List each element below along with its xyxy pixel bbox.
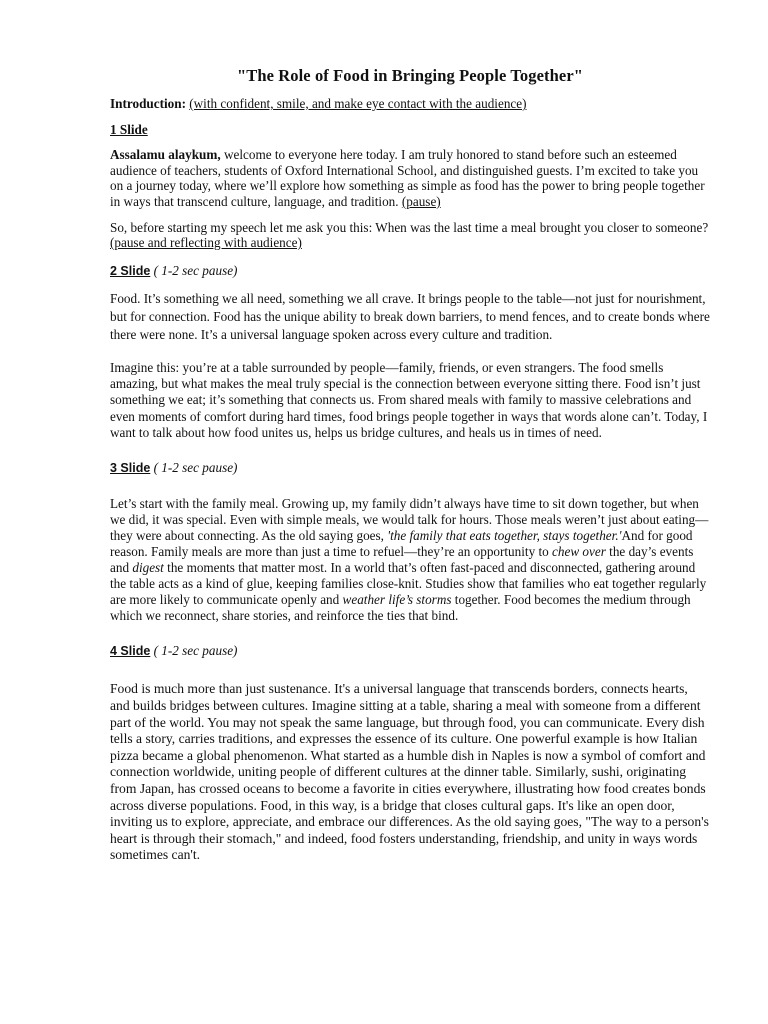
family-quote: 'the family that eats together, stays together.': [387, 527, 622, 543]
slide-1-label: 1 Slide: [110, 121, 148, 137]
paragraph-family-meal: [110, 496, 710, 624]
paragraph-welcome: [110, 147, 710, 209]
slide-3-pause: ( 1-2 sec pause): [150, 460, 238, 476]
family-text-3: the day’s events and: [110, 543, 694, 575]
family-text-2: And for good reason. Family meals are more than just a time to refuel—they’re an opportunity to: [110, 527, 693, 559]
slide-1-heading: [110, 122, 710, 138]
reflect-note: (pause and reflecting with audience): [110, 235, 302, 251]
welcome-text: welcome to everyone here today. I am truly honored to stand before such an esteemed audience of teachers, students of Oxford International School, and distinguished guests. I’m excited to take you on a journey today, where we’ll explore how something as simple as food has the power to bring people together in ways that transcend culture, language, and tradition.: [110, 147, 705, 209]
question-text: So, before starting my speech let me ask you this: When was the last time a meal brought you closer to someone?: [110, 219, 709, 235]
weather-storms: weather life’s storms: [342, 591, 452, 607]
pause-note: (pause): [401, 193, 441, 209]
slide-3-heading: [110, 460, 710, 477]
introduction-label: Introduction:: [110, 96, 186, 111]
introduction-note: (with confident, smile, and make eye contact with the audience): [189, 96, 527, 111]
digest: digest: [132, 559, 164, 575]
paragraph-imagine: Imagine this: you’re at a table surrounded by people—family, friends, or even strangers. The food smells amazing, but what makes the meal truly special is the connection between everyone sitting there. Food isn’t just something we eat; it’s something that connects us. From shared meals with family to massive celebrations and even moments of comfort during hard times, food brings people together in ways that words alone can’t. Today, I want to talk about how food unites us, helps us bridge cultures, and heals us in times of need.: [110, 359, 708, 440]
document-title: "The Role of Food in Bringing People Together": [236, 66, 584, 85]
slide-4-pause: ( 1-2 sec pause): [150, 642, 238, 658]
slide-2-heading: [110, 263, 710, 280]
slide-2-pause: ( 1-2 sec pause): [150, 262, 238, 278]
slide-4-label: 4 Slide: [110, 643, 151, 658]
family-text-5: together. Food becomes the medium through which we reconnect, share stories, and reinforce the ties that bind.: [110, 591, 691, 623]
family-text-4: the moments that matter most. In a world that’s often fast-paced and disconnected, gathering around the table acts as a kind of glue, keeping families close-knit. Studies show that families who eat together regularly are more likely to communicate openly and: [110, 559, 707, 607]
paragraph-food-need: Food. It’s something we all need, something we all crave. It brings people to the table—not just for nourishment, but for connection. Food has the unique ability to break down barriers, to mend fences, and to create bonds where there were none. It’s a universal language spoken across every culture and tradition.: [110, 291, 710, 342]
family-text-1: Let’s start with the family meal. Growing up, my family didn’t always have time to sit down together, but when we did, it was special. Even with simple meals, we would talk for hours. Those meals weren’t just about eating—they were about connecting. As the old saying goes,: [110, 495, 709, 543]
document-page: [110, 66, 710, 864]
chew-over: chew over: [552, 543, 606, 559]
greeting: Assalamu alaykum,: [110, 147, 221, 163]
slide-4-heading: [110, 643, 710, 660]
slide-3-label: 3 Slide: [110, 461, 151, 476]
introduction-line: [110, 96, 710, 112]
paragraph-universal-language: Food is much more than just sustenance. It's a universal language that transcends borders, connects hearts, and builds bridges between cultures. Imagine sitting at a table, sharing a meal with someone from a different part of the world. You may not speak the same language, but through food, you can communicate. Every dish tells a story, carries traditions, and expresses the essence of its culture. One powerful example is how Italian pizza became a global phenomenon. What started as a humble dish in Naples is now a symbol of comfort and connection worldwide, uniting people of different cultures at the dinner table. Similarly, sushi, originating from Japan, has crossed oceans to become a favorite in cities everywhere, illustrating how food creates bonds across diverse populations. Food, in this way, is a bridge that closes cultural gaps. It's like an open door, inviting us to explore, appreciate, and embrace our differences. As the old saying goes, "The way to a person's heart is through their stomach," and indeed, food fosters understanding, friendship, and unity in ways words sometimes can't.: [110, 681, 709, 863]
slide-2-label: 2 Slide: [110, 263, 151, 278]
paragraph-question: [110, 220, 710, 251]
